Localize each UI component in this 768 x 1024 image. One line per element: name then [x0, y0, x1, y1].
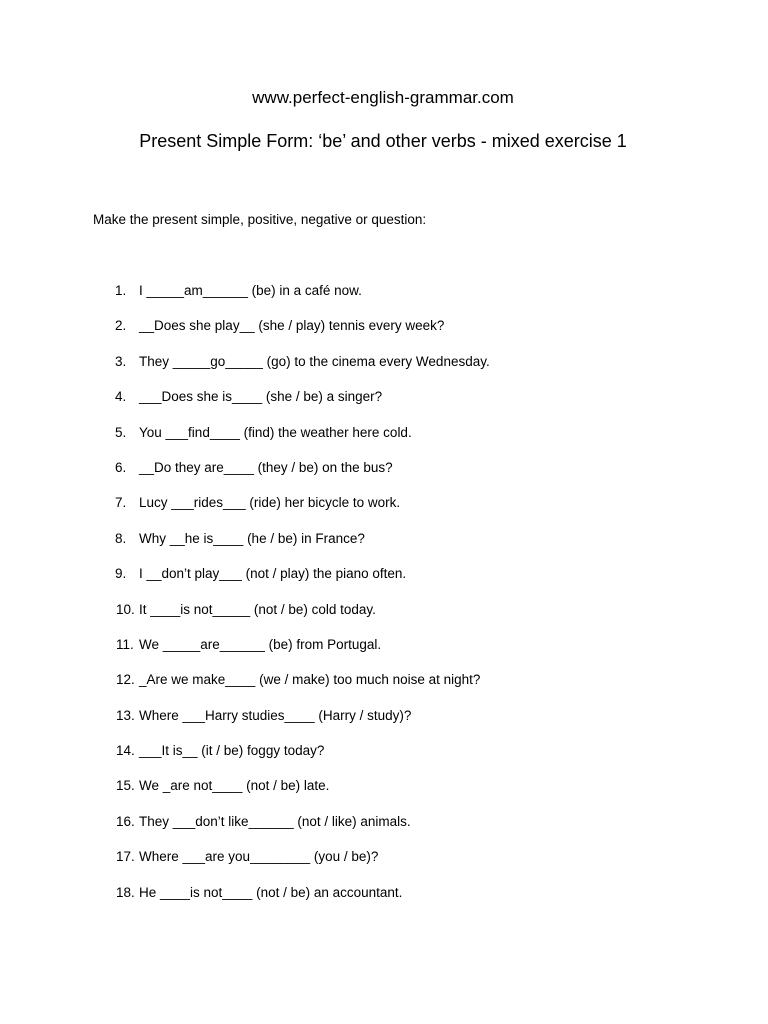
exercise-number: 17.: [116, 849, 135, 865]
exercise-text: ___Does she is____ (she / be) a singer?: [139, 389, 383, 405]
exercise-text: I _____am______ (be) in a café now.: [139, 283, 362, 298]
exercise-text: It ____is not_____ (not / be) cold today.: [139, 601, 376, 617]
exercise-text: _Are we make____ (we / make) too much noise at night?: [139, 672, 481, 688]
exercise-text: ___It is__ (it / be) foggy today?: [139, 743, 325, 759]
exercise-number: 6.: [115, 459, 127, 475]
exercise-number: 5.: [115, 424, 127, 440]
exercise-number: 3.: [115, 353, 127, 369]
page-title: Present Simple Form: ‘be’ and other verbs - mixed exercise 1: [139, 131, 627, 151]
exercise-text: __Does she play__ (she / play) tennis every week?: [139, 318, 445, 334]
exercise-number: 10.: [116, 601, 135, 617]
exercise-text: We _____are______ (be) from Portugal.: [139, 636, 382, 652]
exercise-text: They ___don’t like______ (not / like) animals.: [139, 813, 411, 829]
exercise-number: 11.: [116, 636, 134, 652]
exercise-text: Where ___Harry studies____ (Harry / study)?: [139, 707, 412, 723]
exercise-number: 16.: [116, 813, 135, 829]
exercise-number: 15.: [116, 778, 135, 794]
exercise-number: 9.: [115, 566, 127, 582]
exercise-number: 12.: [116, 672, 135, 688]
exercise-text: He ____is not____ (not / be) an accountant.: [139, 884, 403, 900]
exercise-text: Lucy ___rides___ (ride) her bicycle to work.: [139, 495, 401, 511]
instructions: Make the present simple, positive, negative or question:: [93, 212, 427, 227]
exercise-number: 7.: [115, 495, 127, 511]
exercise-text: Why __he is____ (he / be) in France?: [139, 530, 365, 546]
exercise-number: 8.: [115, 530, 127, 546]
site-url: www.perfect-english-grammar.com: [252, 88, 514, 107]
exercise-text: I __don’t play___ (not / play) the piano often.: [139, 566, 407, 582]
exercise-number: 4.: [115, 389, 127, 405]
exercise-text: Where ___are you________ (you / be)?: [139, 849, 379, 865]
exercise-number: 13.: [116, 707, 135, 723]
exercise-text: They _____go_____ (go) to the cinema every Wednesday.: [139, 353, 490, 369]
exercise-number: 2.: [115, 318, 127, 334]
exercise-text: We _are not____ (not / be) late.: [139, 778, 330, 794]
exercise-number: 1.: [115, 283, 127, 298]
exercise-number: 14.: [116, 743, 135, 759]
exercise-text: __Do they are____ (they / be) on the bus?: [139, 459, 393, 475]
exercise-number: 18.: [116, 884, 135, 900]
exercise-text: You ___find____ (find) the weather here cold.: [139, 424, 412, 440]
